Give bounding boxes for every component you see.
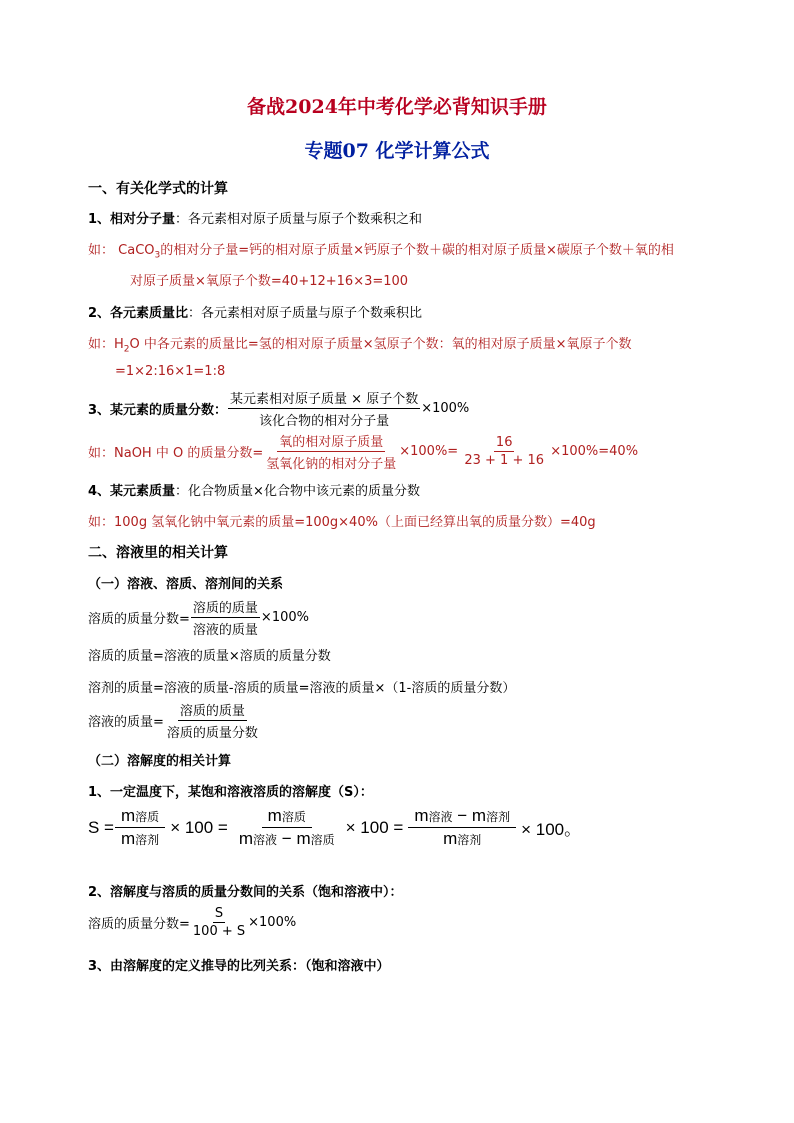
fraction-numerator: 某元素相对原子质量 × 原子个数 (228, 388, 420, 409)
minus-sign: − (281, 829, 292, 848)
example-prefix: 如： (88, 243, 115, 258)
example-text: 的相对分子量=钙的相对原子质量×钙原子个数＋碳的相对原子质量×碳原子个数＋氧的相 (160, 243, 674, 258)
m-symbol: m (471, 806, 487, 825)
fraction (191, 906, 247, 939)
fraction-denominator: 该化合物的相对分子量 (259, 414, 390, 429)
minus-sign: − (457, 806, 468, 825)
document-title: 备战2024年中考化学必背知识手册 (247, 96, 547, 118)
fraction (191, 597, 260, 638)
formula-tail: ×100% (248, 915, 297, 930)
example-text: O 中各元素的质量比=氢的相对原子质量×氢原子个数：氧的相对原子质量×氧原子个数 (129, 337, 632, 352)
item-label: 1、相对分子量 (88, 212, 176, 227)
formula-prefix: 溶质的质量分数= (88, 612, 190, 627)
formula-solute-mass-fraction (88, 597, 309, 638)
fraction (115, 806, 165, 849)
fraction-denominator: 溶质的质量分数 (166, 726, 258, 741)
document-subtitle: 专题07 化学计算公式 (304, 140, 490, 162)
formula-solvent-mass: 溶剂的质量=溶液的质量-溶质的质量=溶液的质量×（1-溶质的质量分数） (88, 681, 516, 696)
subscript-solute: 溶质 (135, 810, 160, 824)
fraction (233, 806, 341, 849)
fraction (228, 388, 420, 429)
m-symbol: m (443, 829, 458, 848)
fraction-numerator: 溶质的质量 (178, 700, 247, 721)
fraction (408, 806, 516, 849)
fraction-numerator: 溶质的质量 (191, 597, 260, 618)
equation-operator: × 100 = (345, 817, 404, 837)
section-heading-formula-calc: 一、有关化学式的计算 (88, 181, 228, 197)
fraction-denominator: 100 + S (192, 924, 246, 939)
formula-tail: ×100% (421, 401, 470, 416)
fraction-numerator: 氧的相对原子质量 (277, 431, 385, 452)
item-element-mass (88, 480, 420, 499)
fraction (459, 435, 549, 468)
fraction-denominator: 23 + 1 + 16 (464, 453, 545, 468)
example-prefix: 如：H (88, 337, 124, 352)
subscript-solute: 溶质 (281, 810, 306, 824)
fraction-numerator: 16 (495, 435, 513, 450)
example-middle: ×100%= (399, 444, 459, 459)
item-element-mass-ratio (88, 302, 422, 321)
item-label: 3、某元素的质量分数： (88, 403, 228, 418)
subscript-solute: 溶质 (310, 833, 335, 847)
formula-solute-mass: 溶质的质量=溶液的质量×溶质的质量分数 (88, 649, 331, 664)
example-caco3-line1 (88, 239, 674, 261)
equation-end: × 100。 (521, 820, 582, 839)
item-text: ：各元素相对原子质量与原子个数乘积之和 (175, 212, 423, 227)
m-symbol: m (238, 829, 254, 848)
example-naoh-oxygen-mass: 如：100g 氢氧化钠中氧元素的质量=100g×40%（上面已经算出氧的质量分数）=40g (88, 515, 596, 530)
subscript-solution: 溶液 (428, 810, 453, 824)
formula-element-mass-fraction (88, 388, 469, 429)
item-label: 4、某元素质量 (88, 484, 176, 499)
formula-prefix: 溶液的质量= (88, 715, 164, 730)
equation-lhs: S = (88, 817, 114, 837)
formula-solution-mass (88, 700, 261, 741)
item-text: ：各元素相对原子质量与原子个数乘积比 (188, 306, 423, 321)
section-heading-solution-calc: 二、溶液里的相关计算 (88, 545, 228, 561)
solubility-fraction-relation-heading: 2、溶解度与溶质的质量分数间的关系（饱和溶液中）： (88, 885, 403, 900)
fraction-denominator: 溶液的质量 (192, 623, 258, 638)
fraction (264, 431, 398, 472)
solubility-definition-heading: 1、一定温度下，某饱和溶液溶质的溶解度（S）： (88, 785, 373, 800)
example-h2o-line2: =1×2:16×1=1:8 (115, 364, 226, 379)
m-symbol: m (267, 806, 282, 825)
fraction-denominator: 氢氧化钠的相对分子量 (266, 457, 397, 472)
item-relative-molecular-mass (88, 208, 422, 227)
example-caco3-line2: 对原子质量×氧原子个数=40+12+16×3=100 (130, 274, 409, 289)
m-symbol: m (121, 829, 136, 848)
example-h2o-line1 (88, 333, 632, 355)
fraction (165, 700, 260, 741)
chem-subscript: 3 (154, 250, 161, 261)
m-symbol: m (296, 829, 311, 848)
subscript-solution: 溶液 (253, 833, 278, 847)
solubility-equation (88, 806, 581, 849)
item-text: ：化合物质量×化合物中该元素的质量分数 (175, 484, 420, 499)
formula-solubility-mass-fraction (88, 906, 296, 939)
m-symbol: m (414, 806, 429, 825)
subscript-solvent: 溶剂 (135, 833, 160, 847)
example-naoh-fraction (88, 431, 638, 472)
subscript-solvent: 溶剂 (457, 833, 482, 847)
subscript-solvent: 溶剂 (486, 810, 511, 824)
fraction-numerator: S (214, 906, 224, 921)
formula-tail: ×100% (260, 610, 309, 625)
example-prefix: 如：NaOH 中 O 的质量分数= (88, 446, 264, 461)
item-label: 2、各元素质量比 (88, 306, 189, 321)
example-result: ×100%=40% (550, 444, 639, 459)
proportion-relation-heading: 3、由溶解度的定义推导的比列关系：（饱和溶液中） (88, 959, 390, 974)
formula-prefix: 溶质的质量分数= (88, 917, 190, 932)
chem-formula: CaCO (118, 243, 155, 258)
equation-operator: × 100 = (170, 817, 228, 837)
subsection-heading-solubility: （二）溶解度的相关计算 (88, 754, 232, 769)
m-symbol: m (121, 806, 136, 825)
subsection-heading-relations: （一）溶液、溶质、溶剂间的关系 (88, 577, 284, 592)
chem-subscript: 2 (123, 344, 130, 355)
